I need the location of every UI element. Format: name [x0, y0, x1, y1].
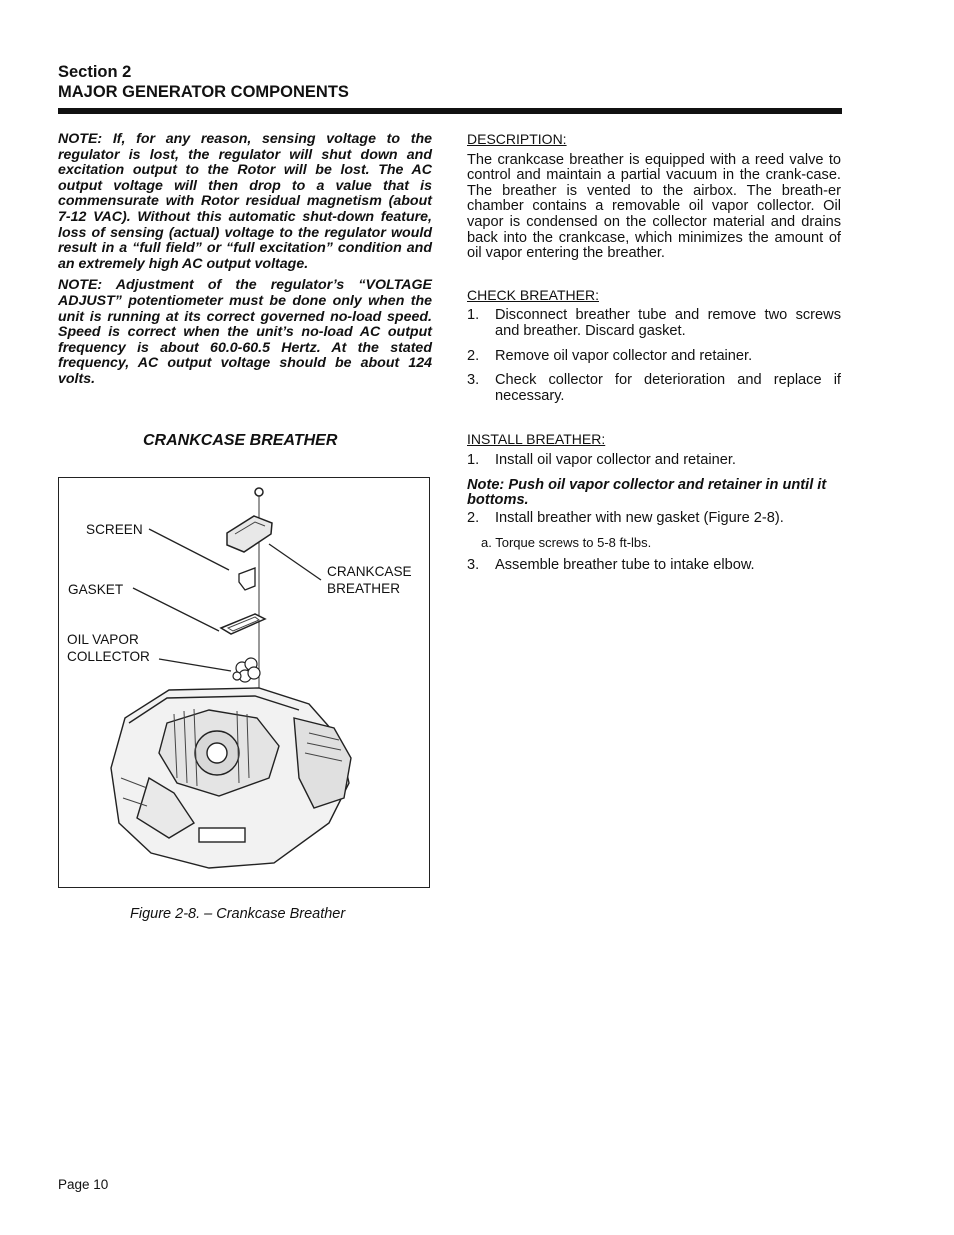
right-column [467, 132, 841, 582]
list-item [467, 349, 841, 365]
item-text: Check collector for deterioration and replace if necessary. [495, 372, 841, 404]
list-item [467, 511, 841, 527]
header-rule [58, 108, 842, 114]
item-number: 1. [467, 451, 480, 468]
figure-crankcase-breather [58, 477, 430, 888]
item-text: Assemble breather tube to intake elbow. [495, 556, 755, 573]
list-item [467, 308, 841, 339]
label-breather: BREATHER [327, 581, 401, 596]
section-number: Section 2 [58, 63, 132, 81]
label-oil-vapor: OIL VAPOR [67, 632, 139, 647]
item-text: Install oil vapor collector and retainer. [495, 451, 736, 468]
note-voltage-adjust: NOTE: Adjustment of the regulator’s “VOLTAGE ADJUST” potentiometer must be done only when the unit is running at its correct governed no-load speed. Speed is correct when the unit’s no-load AC output frequency is about 60.0-60.5 Hertz. At the stated frequency, AC output voltage should be about 124 volts. [58, 277, 432, 387]
install-breather-heading: INSTALL BREATHER: [467, 431, 606, 448]
item-text: Disconnect breather tube and remove two screws and breather. Discard gasket. [495, 307, 841, 339]
label-crankcase: CRANKCASE [327, 564, 412, 579]
page-header [58, 62, 842, 102]
list-item [467, 453, 841, 469]
left-column [58, 132, 432, 394]
sub-item-torque: a. Torque screws to 5-8 ft-lbs. [481, 535, 652, 551]
item-number: 3. [467, 556, 480, 573]
list-item [467, 558, 841, 574]
item-text: Install breather with new gasket (Figure 2-8). [495, 509, 784, 526]
install-note: Note: Push oil vapor collector and retainer in until it bottoms. [467, 476, 827, 509]
note-sensing-voltage: NOTE: If, for any reason, sensing voltage to the regulator is lost, the regulator will shut down and excitation output to the Rotor will be lost. The AC output voltage will then drop to a value that is commensurate with Rotor residual magnetism (about 7-12 VAC). Without this automatic shut-down feature, loss of sensing (actual) voltage to the regulator would result in a “full field” or “full excitation” condition and an extremely high AC output voltage. [58, 131, 432, 272]
figure-caption: Figure 2-8. – Crankcase Breather [130, 906, 346, 922]
description-heading: DESCRIPTION: [467, 131, 567, 147]
item-number: 2. [467, 509, 480, 526]
label-screen: SCREEN [86, 522, 143, 537]
crankcase-breather-illustration [59, 478, 429, 887]
section-title: MAJOR GENERATOR COMPONENTS [58, 83, 349, 101]
item-number: 3. [467, 372, 480, 389]
page-number: Page 10 [58, 1177, 109, 1192]
item-text: Remove oil vapor collector and retainer. [495, 347, 753, 364]
item-number: 1. [467, 307, 480, 324]
label-gasket: GASKET [68, 582, 124, 597]
label-collector: COLLECTOR [67, 649, 150, 664]
crankcase-breather-heading: CRANKCASE BREATHER [143, 432, 338, 449]
item-number: 2. [467, 347, 480, 364]
list-item [467, 373, 841, 404]
check-breather-heading: CHECK BREATHER: [467, 286, 599, 303]
description-text: The crankcase breather is equipped with a reed valve to control and maintain a partial vacuum in the crank-case. The breather is vented to the airbox. The breath-er chamber contains a removable oil vapor collector. Oil vapor is condensed on the collector material and drains back into the crankcase, which minimizes the amount of oil vapor entering the breather. [467, 151, 841, 262]
